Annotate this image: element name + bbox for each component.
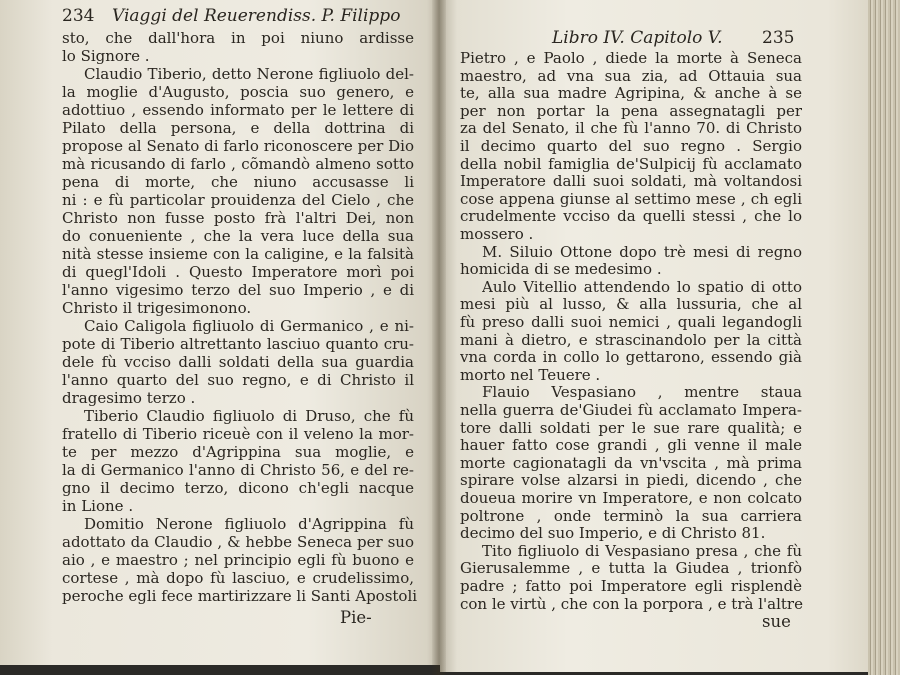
text-line: maestro, ad vna sua zia, ad Ottauia sua [460,66,802,85]
text-line: di quegl'Idoli . Questo Imperatore morì poi [62,263,414,281]
text-line: cose appena giunse al settimo mese , ch egli [460,189,802,208]
text-line: Christo il trigesimonono. [62,299,252,317]
text-line: za del Senato, il che fù l'anno 70. di Christo [460,119,802,138]
text-line: il decimo quarto del suo regno . Sergio [460,137,802,155]
text-line: hauer fatto cose grandi , gli venne il male [460,436,802,455]
text-line: della nobil famiglia de'Sulpicij fù acclamato [460,154,802,173]
text-line: Tito figliuolo di Vespasiano presa , che fù [482,541,802,560]
text-line: fratello di Tiberio riceuè con il veleno la mor- [62,425,414,443]
text-line: cortese , mà dopo fù lasciuo, e crudelissimo, [62,569,414,587]
text-line: lo Signore . [62,47,150,65]
text-line: con le virtù , che con la porpora , e trà l'altre [460,594,803,613]
text-line: pote di Tiberio altrettanto lasciuo quanto cru- [62,335,414,353]
text-line: gno il decimo terzo, dicono ch'egli nacque [62,479,414,497]
text-line: mesi più al lusso, & alla lussuria, che al [460,295,802,314]
text-line: peroche egli fece martirizzare li Santi Apostoli [62,587,418,605]
text-line: tore dalli soldati per le sue rare qualità; e [460,418,802,437]
text-line: dele fù vcciso dalli soldati della sua guardia [62,353,414,371]
text-line: in Lione . [62,497,134,515]
text-line: la di Germanico l'anno di Christo 56, e del re- [62,461,414,479]
text-line: Imperatore dalli suoi soldati, mà voltandosi [460,172,802,191]
text-line: Gierusalemme , e tutta la Giudea , trionfò [460,559,802,578]
text-line: Pilato della persona, e della dottrina di [62,119,414,137]
page-number: 234 [62,6,95,26]
text-line: padre ; fatto poi Imperatore egli risplendè [460,577,802,595]
text-line: nità stesse insieme con la caligine, e la falsità [62,245,414,263]
text-line: vna corda in collo lo gettarono, essendo già [460,348,802,367]
text-line: ni : e fù particolar prouidenza del Cielo , che [62,191,414,209]
text-line: Claudio Tiberio, detto Nerone figliuolo del- [84,65,414,83]
running-head: Libro IV. Capitolo V. [552,28,723,48]
text-line: homicida di se medesimo . [460,260,662,279]
text-line: mossero . [460,225,534,243]
text-line: adottiuo , essendo informato per le lettere di [62,101,414,119]
left-page [0,0,440,665]
text-line: l'anno quarto del suo regno, e di Christo il [62,371,414,389]
right-page [440,0,870,672]
text-line: Tiberio Claudio figliuolo di Druso, che fù [84,407,414,425]
text-line: fù preso dalli suoi nemici , quali legandogli [460,313,802,331]
text-line: M. Siluio Ottone dopo trè mesi di regno [482,242,802,261]
text-line: decimo del suo Imperio, e di Christo 81. [460,524,766,543]
text-line: nella guerra de'Giudei fù acclamato Impera- [460,401,802,419]
text-line: morto nel Teuere . [460,365,601,384]
text-line: morte cagionatagli da vn'vscita , mà prima [460,453,802,472]
text-line: Christo non fusse posto frà l'altri Dei, non [62,209,414,227]
page-number: 235 [762,28,795,48]
text-line: dragesimo terzo . [62,389,196,407]
text-line: te per mezzo d'Agrippina sua moglie, e [62,443,414,461]
text-line: te, alla sua madre Agripina, & anche à se [460,84,802,103]
page-edges [868,0,900,675]
text-line: sto, che dall'hora in poi niuno ardisse [62,29,414,47]
text-line: doueua morire vn Imperatore, e non colcato [460,489,802,507]
catchword: Pie- [340,608,372,627]
text-line: mani à dietro, e strascinandolo per la città [460,330,802,349]
text-line: mà ricusando di farlo , cõmandò almeno sotto [62,155,414,173]
text-line: Aulo Vitellio attendendo lo spatio di otto [482,277,802,296]
text-line: propose al Senato di farlo riconoscere per Dio [62,137,414,155]
text-line: per non portar la pena assegnatagli per [460,101,802,120]
text-line: Pietro , e Paolo , diede la morte à Seneca [460,49,802,67]
text-line: Domitio Nerone figliuolo d'Agrippina fù [84,515,414,533]
text-line: aio , e maestro ; nel principio egli fù buono e [62,551,414,569]
text-line: pena di morte, che niuno accusasse li [62,173,414,191]
text-line: poltrone , onde terminò la sua carriera [460,506,802,525]
text-line: do conueniente , che la vera luce della sua [62,227,414,245]
text-line: l'anno vigesimo terzo del suo Imperio , e di [62,281,414,299]
text-line: Flauio Vespasiano , mentre staua [482,383,802,402]
text-line: spirare volse alzarsi in piedi, dicendo , che [460,471,802,490]
text-line: Caio Caligola figliuolo di Germanico , e ni- [84,317,414,335]
text-line: la moglie d'Augusto, poscia suo genero, e [62,83,414,101]
text-line: crudelmente vcciso da quelli stessi , che lo [460,207,802,226]
catchword: sue [762,612,791,631]
text-line: adottato da Claudio , & hebbe Seneca per suo [62,533,414,551]
gutter-shadow [432,0,446,675]
running-head: Viaggi del Reuerendiss. P. Filippo [112,6,401,26]
